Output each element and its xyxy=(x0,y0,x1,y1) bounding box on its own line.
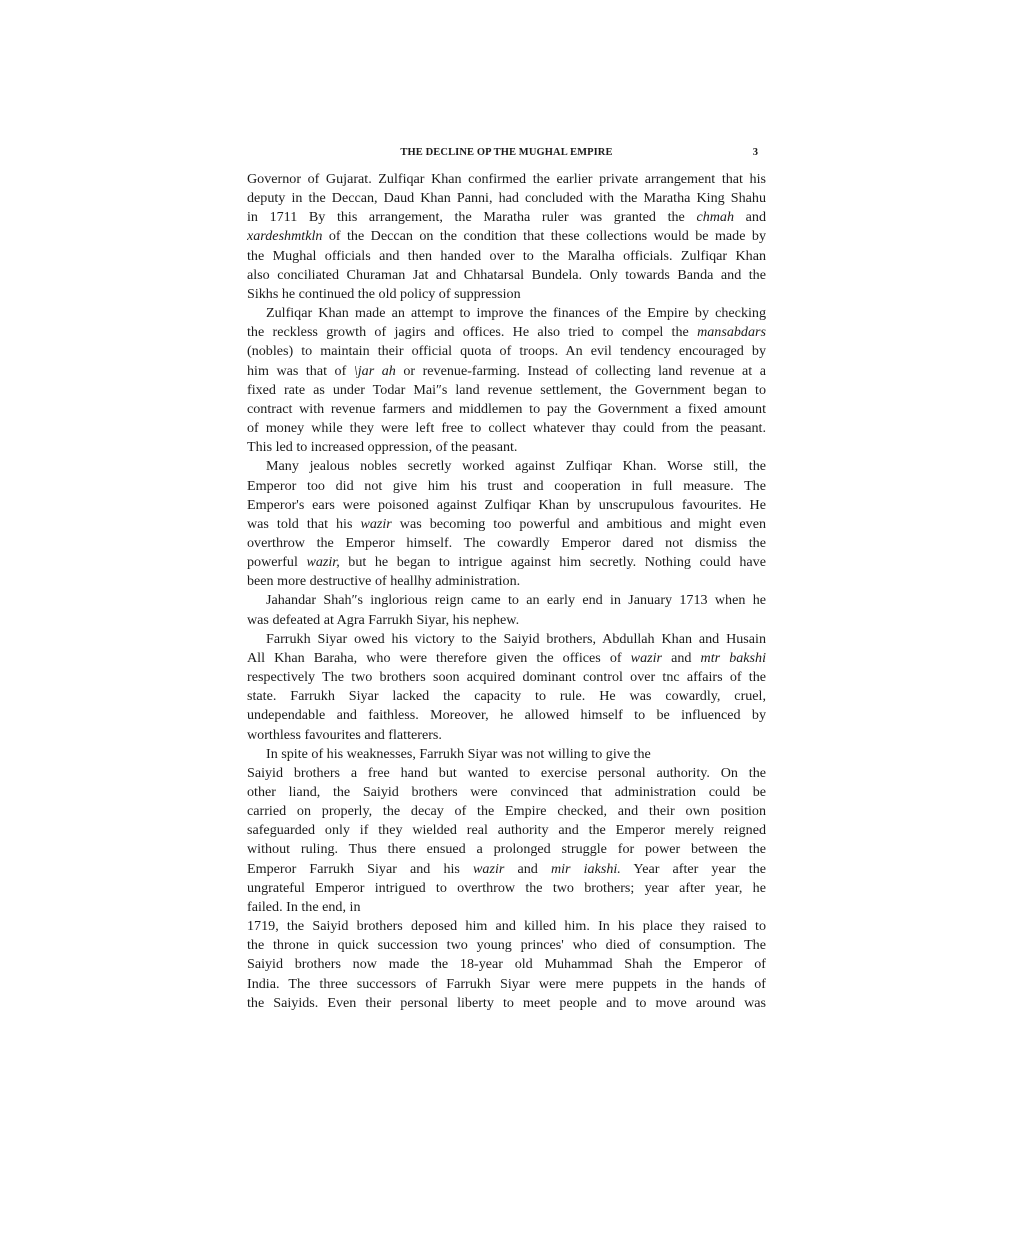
text-run: also conciliated Churaman Jat and Chhatarsal Bundela. Only towards Banda and the xyxy=(247,266,766,283)
text-run: Saiyid brothers a free hand but wanted to exercise personal authority. On the xyxy=(247,764,766,781)
text-run: state. Farrukh Siyar lacked the capacity to rule. He was cowardly, cruel, xyxy=(247,688,766,705)
italic-term: xardeshmtkln xyxy=(247,228,323,245)
text-run: powerful xyxy=(247,554,307,571)
text-line xyxy=(247,457,766,476)
text-line xyxy=(247,975,766,994)
text-line xyxy=(247,706,766,725)
text-run: All Khan Baraha, who were therefore given the offices of xyxy=(247,649,631,666)
text-line xyxy=(247,247,766,266)
text-line xyxy=(247,668,766,687)
text-line xyxy=(247,745,766,764)
text-run: or revenue-farming. Instead of collecting land revenue at a xyxy=(395,362,766,379)
text-run: the Saiyids. Even their personal liberty to meet people and to move around was xyxy=(247,994,766,1011)
italic-term: wazir, xyxy=(306,554,340,571)
text-line xyxy=(247,285,766,304)
text-run: carried on properly, the decay of the Empire checked, and their own position xyxy=(247,803,766,820)
text-run: been more destructive of heallhy administration. xyxy=(247,573,521,590)
text-line xyxy=(247,994,766,1013)
text-line xyxy=(247,208,766,227)
text-line xyxy=(247,802,766,821)
text-line xyxy=(247,477,766,496)
text-run: Many jealous nobles secretly worked against Zulfiqar Khan. Worse still, the xyxy=(266,458,766,475)
text-run: in 1711 By this arrangement, the Maratha ruler was granted the xyxy=(247,209,697,226)
body-text xyxy=(247,170,766,1013)
italic-term: wazir xyxy=(473,860,505,877)
text-run: was becoming too powerful and ambitious and might even xyxy=(391,515,766,532)
text-run: but he began to intrigue against him secretly. Nothing could have xyxy=(339,554,766,571)
text-run: 1719, the Saiyid brothers deposed him and killed him. In his place they raised to xyxy=(247,918,766,935)
text-run: Emperor Farrukh Siyar and his xyxy=(247,860,474,877)
text-run: fixed rate as under Todar Mai″s land revenue settlement, the Government began to xyxy=(247,381,766,398)
text-line xyxy=(247,266,766,285)
text-line xyxy=(247,898,766,917)
text-run: other liand, the Saiyid brothers were convinced that administration could be xyxy=(247,784,766,800)
page-number: 3 xyxy=(752,147,758,158)
italic-term: mir iakshi. xyxy=(550,860,621,877)
text-run: Governor of Gujarat. Zulfiqar Khan confirmed the earlier private arrangement that his xyxy=(247,171,766,187)
text-run: Emperor too did not give him his trust and cooperation in full measure. The xyxy=(247,477,766,494)
text-run: and xyxy=(734,209,766,226)
text-line xyxy=(247,534,766,553)
text-line xyxy=(247,170,766,189)
text-run: of the Deccan on the condition that these collections would be made by xyxy=(322,228,766,245)
text-run: without ruling. Thus there ensued a prolonged struggle for power between the xyxy=(247,841,766,858)
text-run: worthless favourites and flatterers. xyxy=(247,726,442,743)
text-line xyxy=(247,591,766,610)
text-line xyxy=(247,783,766,802)
text-line xyxy=(247,496,766,515)
text-run: the reckless growth of jagirs and offices. He also tried to compel the xyxy=(247,324,698,341)
text-run: and xyxy=(504,860,551,877)
text-run: respectively The two brothers soon acquired dominant control over tnc affairs of the xyxy=(247,669,766,686)
text-run: safeguarded only if they wielded real authority and the Emperor merely reigned xyxy=(247,822,766,839)
text-run: Jahandar Shah″s inglorious reign came to an early end in January 1713 when he xyxy=(266,592,766,609)
text-run: ungrateful Emperor intrigued to overthrow the two brothers; year after year, he xyxy=(247,879,766,896)
text-run: him was that of xyxy=(247,362,354,379)
italic-term: mtr bakshi xyxy=(700,649,766,666)
text-line xyxy=(247,323,766,342)
text-run: Saiyid brothers now made the 18-year old Muhammad Shah the Emperor of xyxy=(247,956,766,973)
text-run: (nobles) to maintain their official quota of troops. An evil tendency encouraged by xyxy=(247,343,766,360)
running-header xyxy=(247,147,766,163)
text-line xyxy=(247,821,766,840)
text-run: Emperor's ears were poisoned against Zulfiqar Khan by unscrupulous favourites. He xyxy=(247,496,766,513)
italic-term: mansabdars xyxy=(697,324,766,341)
text-line xyxy=(247,438,766,457)
text-line xyxy=(247,227,766,246)
italic-term: \jar ah xyxy=(353,362,396,379)
text-run: Farrukh Siyar owed his victory to the Saiyid brothers, Abdullah Khan and Husain xyxy=(266,630,766,647)
text-line xyxy=(247,419,766,438)
text-line xyxy=(247,955,766,974)
italic-term: wazir xyxy=(630,649,663,666)
text-run: contract with revenue farmers and middlemen to pay the Government a fixed amount xyxy=(247,400,766,417)
text-run: the Mughal officials and then handed over to the Maralha officials. Zulfiqar Khan xyxy=(247,247,766,264)
text-run: Year after year the xyxy=(620,860,766,877)
text-line xyxy=(247,726,766,745)
text-line xyxy=(247,630,766,649)
text-run: undependable and faithless. Moreover, he allowed himself to be influenced by xyxy=(247,707,766,724)
text-line xyxy=(247,611,766,630)
text-run: Zulfiqar Khan made an attempt to improve the finances of the Empire by checking xyxy=(266,305,766,322)
text-line xyxy=(247,362,766,381)
text-run: overthrow the Emperor himself. The cowardly Emperor dared not dismiss the xyxy=(247,534,766,551)
text-run: deputy in the Deccan, Daud Khan Panni, had concluded with the Maratha King Shahu xyxy=(247,190,766,207)
text-line xyxy=(247,515,766,534)
text-line xyxy=(247,840,766,859)
text-line xyxy=(247,936,766,955)
text-run: of money while they were left free to collect whatever thay could from the peasant. xyxy=(247,420,766,437)
text-run: India. The three successors of Farrukh Siyar were mere puppets in the hands of xyxy=(247,975,766,992)
text-line xyxy=(247,649,766,668)
text-line xyxy=(247,917,766,936)
text-run: and xyxy=(662,649,701,666)
text-run: was told that his xyxy=(247,515,361,532)
text-line xyxy=(247,572,766,591)
text-line xyxy=(247,860,766,879)
text-run: In spite of his weaknesses, Farrukh Siyar was not willing to give the xyxy=(266,745,651,762)
text-line xyxy=(247,553,766,572)
chapter-title: THE DECLINE OP THE MUGHAL EMPIRE xyxy=(400,147,613,158)
text-line xyxy=(247,304,766,323)
text-run: was defeated at Agra Farrukh Siyar, his nephew. xyxy=(247,611,520,628)
text-line xyxy=(247,764,766,783)
text-line xyxy=(247,381,766,400)
text-run: failed. In the end, in xyxy=(247,898,361,915)
text-run: Sikhs he continued the old policy of suppression xyxy=(247,285,521,302)
italic-term: chmah xyxy=(696,209,735,226)
italic-term: wazir xyxy=(360,515,392,532)
text-run: the throne in quick succession two young princes' who died of consumption. The xyxy=(247,937,766,954)
text-line xyxy=(247,400,766,419)
text-line xyxy=(247,189,766,208)
text-run: This led to increased oppression, of the peasant. xyxy=(247,439,518,456)
text-line xyxy=(247,879,766,898)
text-line xyxy=(247,342,766,361)
text-line xyxy=(247,687,766,706)
